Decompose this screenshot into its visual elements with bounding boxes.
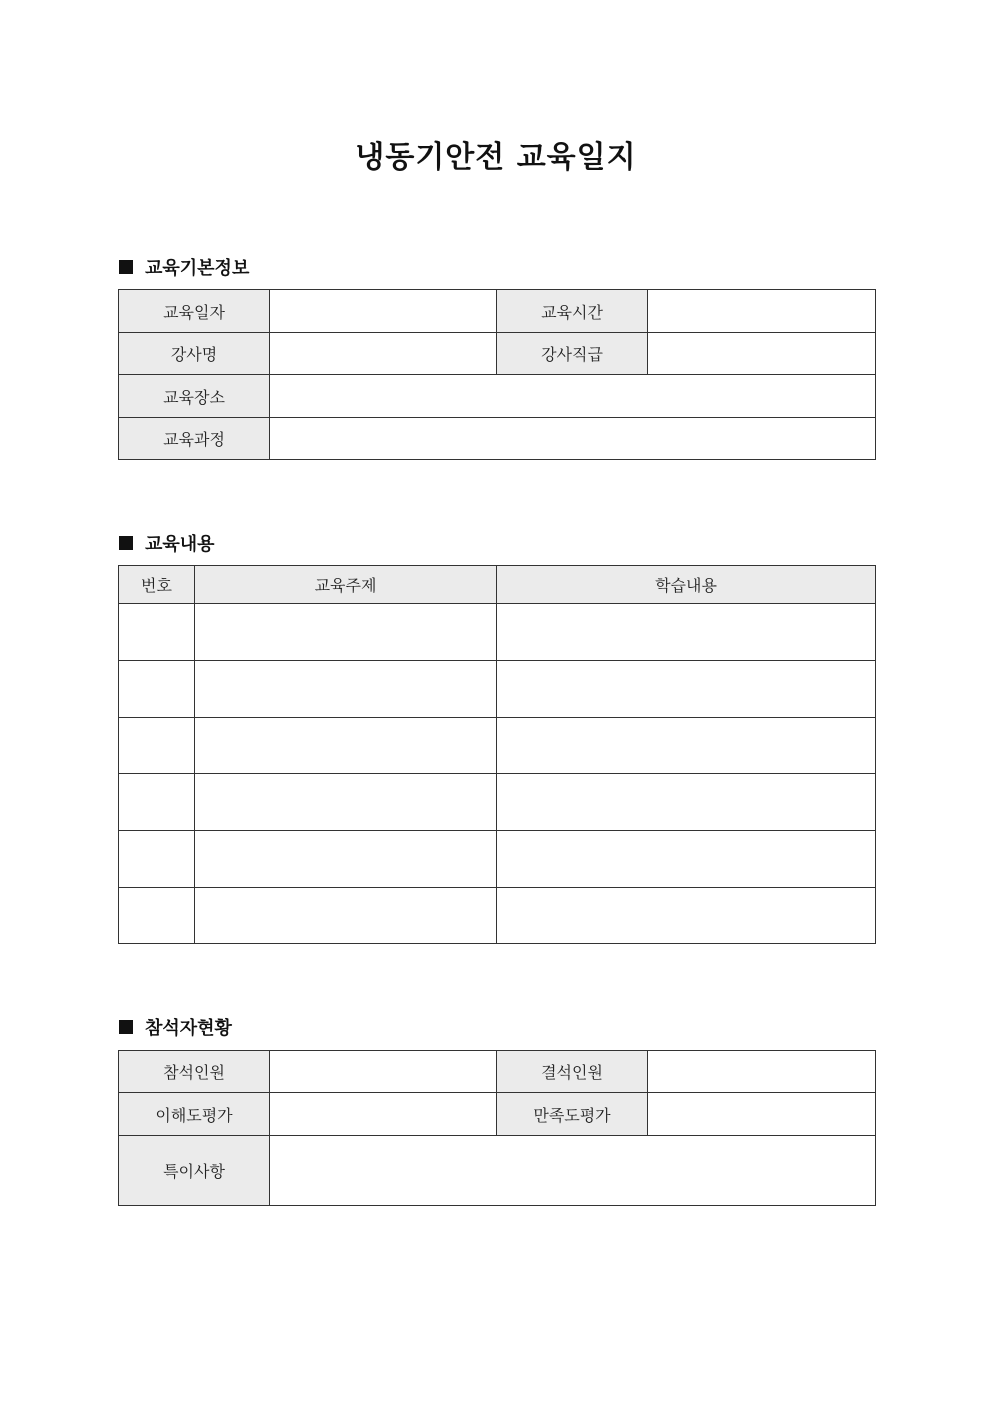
- row-number-cell[interactable]: [119, 718, 195, 774]
- bullet-square-icon: [119, 536, 133, 550]
- page-title: 냉동기안전 교육일지: [355, 140, 637, 175]
- time-label: 교육시간: [497, 290, 648, 333]
- time-field[interactable]: [648, 290, 876, 333]
- section-attendance-heading: [119, 1014, 232, 1040]
- row-number-cell[interactable]: [119, 661, 195, 718]
- section-basic-title: 교육기본정보: [145, 258, 250, 279]
- date-label: 교육일자: [119, 290, 270, 333]
- row-number-cell[interactable]: [119, 774, 195, 831]
- row-number-cell[interactable]: [119, 831, 195, 888]
- table-row: [119, 774, 876, 831]
- row-topic-cell[interactable]: [195, 661, 497, 718]
- present-label: 참석인원: [119, 1051, 270, 1093]
- satisfaction-field[interactable]: [648, 1093, 876, 1136]
- present-field[interactable]: [270, 1051, 497, 1093]
- table-row: [119, 718, 876, 774]
- row-topic-cell[interactable]: [195, 831, 497, 888]
- absent-label: 결석인원: [497, 1051, 648, 1093]
- course-label: 교육과정: [119, 418, 270, 460]
- instructor-field[interactable]: [270, 333, 497, 375]
- row-detail-cell[interactable]: [497, 831, 876, 888]
- course-field[interactable]: [270, 418, 876, 460]
- row-topic-cell[interactable]: [195, 888, 497, 944]
- understanding-label: 이해도평가: [119, 1093, 270, 1136]
- section-content-title: 교육내용: [145, 534, 215, 555]
- row-topic-cell[interactable]: [195, 604, 497, 661]
- satisfaction-label: 만족도평가: [497, 1093, 648, 1136]
- date-field[interactable]: [270, 290, 497, 333]
- place-label: 교육장소: [119, 375, 270, 418]
- position-field[interactable]: [648, 333, 876, 375]
- section-attendance-title: 참석자현황: [145, 1018, 232, 1039]
- absent-field[interactable]: [648, 1051, 876, 1093]
- table-row: [119, 661, 876, 718]
- row-topic-cell[interactable]: [195, 774, 497, 831]
- table-row: [119, 831, 876, 888]
- section-basic-heading: [119, 254, 249, 280]
- row-detail-cell[interactable]: [497, 604, 876, 661]
- column-header-number: 번호: [119, 566, 195, 604]
- row-detail-cell[interactable]: [497, 774, 876, 831]
- row-detail-cell[interactable]: [497, 888, 876, 944]
- table-row: [119, 604, 876, 661]
- understanding-field[interactable]: [270, 1093, 497, 1136]
- notes-label: 특이사항: [119, 1136, 270, 1206]
- table-row: [119, 888, 876, 944]
- section-content-heading: [119, 530, 215, 556]
- place-field[interactable]: [270, 375, 876, 418]
- row-number-cell[interactable]: [119, 604, 195, 661]
- column-header-detail: 학습내용: [497, 566, 876, 604]
- row-number-cell[interactable]: [119, 888, 195, 944]
- attendance-table: [118, 1050, 876, 1206]
- bullet-square-icon: [119, 1020, 133, 1034]
- content-table: [118, 565, 876, 944]
- row-topic-cell[interactable]: [195, 718, 497, 774]
- notes-field[interactable]: [270, 1136, 876, 1206]
- instructor-label: 강사명: [119, 333, 270, 375]
- basic-info-table: [118, 289, 876, 460]
- bullet-square-icon: [119, 260, 133, 274]
- row-detail-cell[interactable]: [497, 661, 876, 718]
- column-header-topic: 교육주제: [195, 566, 497, 604]
- position-label: 강사직급: [497, 333, 648, 375]
- row-detail-cell[interactable]: [497, 718, 876, 774]
